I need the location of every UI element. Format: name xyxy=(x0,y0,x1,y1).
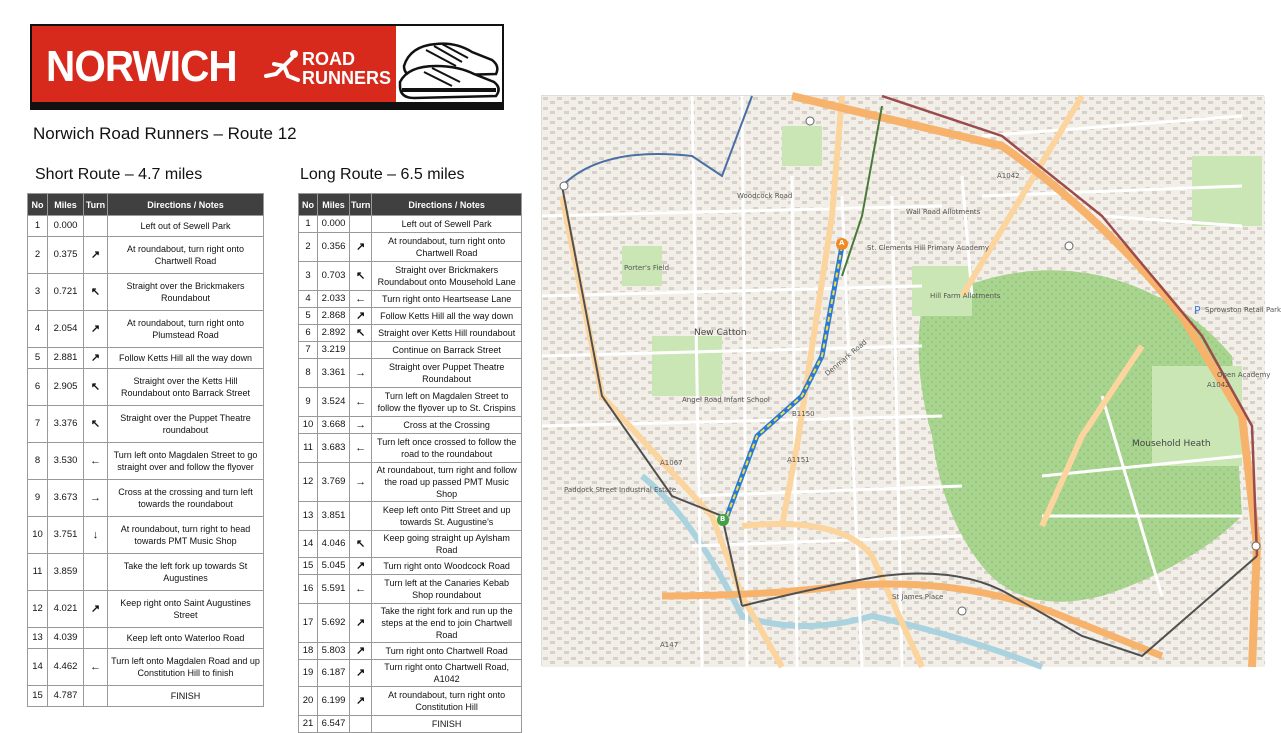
turn-arrow-icon: ↖ xyxy=(84,369,108,406)
turn-arrow-icon: → xyxy=(350,463,372,502)
map-label-a1042: A1042 xyxy=(997,172,1020,180)
table-row xyxy=(299,502,522,531)
banner-road-runners-text xyxy=(302,50,391,88)
table-row xyxy=(28,311,264,348)
table-row xyxy=(28,517,264,554)
map-label-porters-field: Porter's Field xyxy=(624,264,670,272)
row-miles: 3.524 xyxy=(318,388,350,417)
row-miles: 5.803 xyxy=(318,643,350,660)
map-label-mousehold-heath: Mousehold Heath xyxy=(1132,439,1211,449)
row-number: 6 xyxy=(28,369,48,406)
row-number: 10 xyxy=(28,517,48,554)
row-direction: Left out of Sewell Park xyxy=(108,216,264,237)
row-number: 17 xyxy=(299,604,318,643)
row-miles: 3.673 xyxy=(48,480,84,517)
table-row xyxy=(299,604,522,643)
row-direction: Turn right onto Heartsease Lane xyxy=(372,291,522,308)
row-number: 1 xyxy=(28,216,48,237)
row-miles: 3.769 xyxy=(318,463,350,502)
turn-arrow-icon: ← xyxy=(350,434,372,463)
table-row xyxy=(299,434,522,463)
table-row xyxy=(28,443,264,480)
row-direction: Keep right onto Saint Augustines Street xyxy=(108,591,264,628)
row-direction: At roundabout, turn right onto Chartwell Road xyxy=(372,233,522,262)
turn-arrow-icon: ↗ xyxy=(84,591,108,628)
turn-arrow-icon: ↖ xyxy=(350,531,372,558)
map-label-a1042-east: A1042 xyxy=(1207,381,1230,389)
table-row xyxy=(299,531,522,558)
row-number: 12 xyxy=(28,591,48,628)
turn-arrow-icon: ↗ xyxy=(84,348,108,369)
row-direction: FINISH xyxy=(372,716,522,733)
turn-arrow-icon: ← xyxy=(84,443,108,480)
row-direction: Cross at the crossing and turn left towards the roundabout xyxy=(108,480,264,517)
row-number: 15 xyxy=(28,686,48,707)
row-direction: Turn left onto Magdalen Street to go straight over and follow the flyover xyxy=(108,443,264,480)
turn-arrow-icon: ↗ xyxy=(84,311,108,348)
route-map[interactable] xyxy=(541,95,1281,666)
row-number: 14 xyxy=(299,531,318,558)
row-direction: At roundabout, turn right and follow the road up passed PMT Music Shop xyxy=(372,463,522,502)
turn-arrow-icon xyxy=(84,554,108,591)
map-canvas xyxy=(542,96,1265,667)
map-label-a1151: A1151 xyxy=(787,456,810,464)
table-row xyxy=(299,716,522,733)
park-area xyxy=(652,336,722,396)
table-row xyxy=(299,687,522,716)
row-direction: At roundabout, turn right onto Plumstead Road xyxy=(108,311,264,348)
turn-arrow-icon: ↗ xyxy=(350,308,372,325)
row-direction: Turn left onto Magdalen Road and up Constitution Hill to finish xyxy=(108,649,264,686)
turn-arrow-icon: ↗ xyxy=(84,237,108,274)
row-number: 5 xyxy=(299,308,318,325)
turn-arrow-icon: ↗ xyxy=(350,643,372,660)
table-row xyxy=(28,686,264,707)
row-miles: 3.219 xyxy=(318,342,350,359)
table-row xyxy=(299,342,522,359)
table-row xyxy=(299,308,522,325)
table-row xyxy=(28,628,264,649)
turn-arrow-icon: → xyxy=(350,417,372,434)
row-number: 3 xyxy=(299,262,318,291)
row-direction: Keep left onto Waterloo Road xyxy=(108,628,264,649)
row-miles: 5.692 xyxy=(318,604,350,643)
map-label-a147: A147 xyxy=(660,641,679,649)
row-number: 1 xyxy=(299,216,318,233)
row-miles: 3.851 xyxy=(318,502,350,531)
row-direction: Take the right fork and run up the steps at the end to join Chartwell Road xyxy=(372,604,522,643)
short-route-heading: Short Route – 4.7 miles xyxy=(35,166,203,183)
row-number: 9 xyxy=(299,388,318,417)
column-header: Directions / Notes xyxy=(372,194,522,216)
table-row xyxy=(299,359,522,388)
column-header: Turn xyxy=(350,194,372,216)
table-row xyxy=(299,558,522,575)
row-miles: 2.054 xyxy=(48,311,84,348)
banner-city-text: NORWICH xyxy=(46,42,237,91)
row-number: 16 xyxy=(299,575,318,604)
table-row xyxy=(299,233,522,262)
map-label-sprowston-retail: Sprowston Retail Park xyxy=(1205,306,1281,314)
short-route-table xyxy=(27,193,264,707)
map-label-b1150: B1150 xyxy=(792,410,815,418)
turn-arrow-icon: ← xyxy=(350,291,372,308)
park-area xyxy=(1192,156,1262,226)
table-row xyxy=(28,554,264,591)
row-direction: Turn left once crossed to follow the road to the roundabout xyxy=(372,434,522,463)
turn-arrow-icon xyxy=(350,216,372,233)
table-row xyxy=(28,480,264,517)
turn-arrow-icon: ↗ xyxy=(350,660,372,687)
row-direction: Straight over the Puppet Theatre roundabout xyxy=(108,406,264,443)
row-number: 13 xyxy=(28,628,48,649)
table-row xyxy=(299,388,522,417)
row-miles: 2.868 xyxy=(318,308,350,325)
map-label-open-academy: Open Academy xyxy=(1217,371,1271,379)
row-direction: Straight over Puppet Theatre Roundabout xyxy=(372,359,522,388)
banner-bottom-stripe xyxy=(32,102,502,108)
marker-b-label: B xyxy=(720,515,726,523)
row-number: 21 xyxy=(299,716,318,733)
turn-arrow-icon xyxy=(350,502,372,531)
row-miles: 3.361 xyxy=(318,359,350,388)
turn-arrow-icon: ← xyxy=(84,649,108,686)
row-number: 19 xyxy=(299,660,318,687)
row-miles: 6.547 xyxy=(318,716,350,733)
map-label-st-james: St James Place xyxy=(892,593,944,601)
row-miles: 2.892 xyxy=(318,325,350,342)
running-shoes-icon xyxy=(396,26,502,108)
row-number: 12 xyxy=(299,463,318,502)
row-number: 8 xyxy=(28,443,48,480)
turn-arrow-icon: ↖ xyxy=(84,274,108,311)
row-number: 18 xyxy=(299,643,318,660)
row-number: 20 xyxy=(299,687,318,716)
marker-a-label: A xyxy=(839,239,845,247)
row-direction: At roundabout, turn right onto Chartwell Road xyxy=(108,237,264,274)
column-header: No xyxy=(299,194,318,216)
row-number: 14 xyxy=(28,649,48,686)
row-number: 2 xyxy=(28,237,48,274)
row-miles: 3.859 xyxy=(48,554,84,591)
row-direction: Straight over Brickmakers Roundabout onto Mousehold Lane xyxy=(372,262,522,291)
row-number: 3 xyxy=(28,274,48,311)
long-route-table xyxy=(298,193,522,733)
map-label-a1067: A1067 xyxy=(660,459,683,467)
row-direction: Left out of Sewell Park xyxy=(372,216,522,233)
table-row xyxy=(28,237,264,274)
row-number: 7 xyxy=(299,342,318,359)
row-number: 9 xyxy=(28,480,48,517)
map-label-hill-farm: Hill Farm Allotments xyxy=(930,292,1001,300)
map-label-angel-road-school: Angel Road Infant School xyxy=(682,396,770,404)
row-miles: 5.591 xyxy=(318,575,350,604)
row-direction: Turn right onto Chartwell Road xyxy=(372,643,522,660)
row-number: 8 xyxy=(299,359,318,388)
row-miles: 6.199 xyxy=(318,687,350,716)
row-miles: 0.000 xyxy=(318,216,350,233)
turn-arrow-icon xyxy=(350,716,372,733)
row-miles: 4.046 xyxy=(318,531,350,558)
row-miles: 3.751 xyxy=(48,517,84,554)
row-direction: Turn left at the Canaries Kebab Shop roundabout xyxy=(372,575,522,604)
row-direction: At roundabout, turn right onto Constitution Hill xyxy=(372,687,522,716)
parking-icon: P xyxy=(1194,304,1201,317)
column-header: Turn xyxy=(84,194,108,216)
row-direction: Keep left onto Pitt Street and up towards St. Augustine's xyxy=(372,502,522,531)
column-header: No xyxy=(28,194,48,216)
row-number: 13 xyxy=(299,502,318,531)
row-miles: 4.462 xyxy=(48,649,84,686)
row-number: 10 xyxy=(299,417,318,434)
turn-arrow-icon xyxy=(84,628,108,649)
turn-arrow-icon: ↗ xyxy=(350,233,372,262)
row-number: 2 xyxy=(299,233,318,262)
row-direction: Straight over Ketts Hill roundabout xyxy=(372,325,522,342)
row-direction: Take the left fork up towards St Augustines xyxy=(108,554,264,591)
row-miles: 4.787 xyxy=(48,686,84,707)
turn-arrow-icon xyxy=(84,686,108,707)
turn-arrow-icon: ↗ xyxy=(350,558,372,575)
row-miles: 4.021 xyxy=(48,591,84,628)
long-route-heading: Long Route – 6.5 miles xyxy=(300,166,465,183)
map-label-wall-road: Wall Road Allotments xyxy=(906,208,981,216)
row-miles: 5.045 xyxy=(318,558,350,575)
row-miles: 6.187 xyxy=(318,660,350,687)
row-miles: 0.375 xyxy=(48,237,84,274)
table-row xyxy=(299,262,522,291)
row-number: 15 xyxy=(299,558,318,575)
map-label-woodcock-road: Woodcock Road xyxy=(737,192,793,200)
row-number: 4 xyxy=(28,311,48,348)
turn-arrow-icon: ↗ xyxy=(350,604,372,643)
turn-arrow-icon xyxy=(84,216,108,237)
row-miles: 0.703 xyxy=(318,262,350,291)
row-direction: Turn left on Magdalen Street to follow the flyover up to St. Crispins xyxy=(372,388,522,417)
table-row xyxy=(299,291,522,308)
row-direction: Follow Ketts Hill all the way down xyxy=(108,348,264,369)
table-row xyxy=(28,274,264,311)
turn-arrow-icon: → xyxy=(350,359,372,388)
turn-arrow-icon: ↖ xyxy=(84,406,108,443)
turn-arrow-icon: → xyxy=(84,480,108,517)
table-row xyxy=(299,643,522,660)
row-miles: 2.905 xyxy=(48,369,84,406)
row-miles: 0.356 xyxy=(318,233,350,262)
turn-arrow-icon: ↖ xyxy=(350,325,372,342)
park-area xyxy=(782,126,822,166)
norwich-road-runners-banner xyxy=(30,24,504,110)
runner-figure-icon xyxy=(260,46,304,90)
row-number: 5 xyxy=(28,348,48,369)
table-row xyxy=(299,417,522,434)
column-header: Miles xyxy=(48,194,84,216)
turn-arrow-icon: ↓ xyxy=(84,517,108,554)
column-header: Directions / Notes xyxy=(108,194,264,216)
row-miles: 3.530 xyxy=(48,443,84,480)
turn-arrow-icon xyxy=(350,342,372,359)
row-miles: 3.668 xyxy=(318,417,350,434)
column-header: Miles xyxy=(318,194,350,216)
row-direction: Turn right onto Woodcock Road xyxy=(372,558,522,575)
turn-arrow-icon: ← xyxy=(350,388,372,417)
map-label-paddock-street: Paddock Street Industrial Estate xyxy=(564,486,677,494)
row-miles: 3.376 xyxy=(48,406,84,443)
row-direction: Straight over the Ketts Hill Roundabout onto Barrack Street xyxy=(108,369,264,406)
row-direction: Straight over the Brickmakers Roundabout xyxy=(108,274,264,311)
table-row xyxy=(28,216,264,237)
row-number: 11 xyxy=(299,434,318,463)
table-row xyxy=(299,216,522,233)
map-label-denmark-road: Denmark Road xyxy=(823,338,869,378)
row-miles: 0.721 xyxy=(48,274,84,311)
row-direction: Keep going straight up Aylsham Road xyxy=(372,531,522,558)
row-direction: Follow Ketts Hill all the way down xyxy=(372,308,522,325)
table-row xyxy=(28,591,264,628)
table-row xyxy=(28,649,264,686)
row-direction: FINISH xyxy=(108,686,264,707)
row-miles: 2.033 xyxy=(318,291,350,308)
turn-arrow-icon: ← xyxy=(350,575,372,604)
table-row xyxy=(299,575,522,604)
page-title: Norwich Road Runners – Route 12 xyxy=(33,124,297,143)
row-miles: 2.881 xyxy=(48,348,84,369)
banner-runners-word: RUNNERS xyxy=(302,68,392,88)
row-direction: Continue on Barrack Street xyxy=(372,342,522,359)
row-direction: At roundabout, turn right to head towards PMT Music Shop xyxy=(108,517,264,554)
row-direction: Turn right onto Chartwell Road, A1042 xyxy=(372,660,522,687)
row-miles: 3.683 xyxy=(318,434,350,463)
row-miles: 0.000 xyxy=(48,216,84,237)
row-number: 6 xyxy=(299,325,318,342)
table-row xyxy=(28,369,264,406)
map-label-new-catton: New Catton xyxy=(694,328,747,338)
row-number: 4 xyxy=(299,291,318,308)
row-miles: 4.039 xyxy=(48,628,84,649)
row-number: 11 xyxy=(28,554,48,591)
table-row xyxy=(299,325,522,342)
turn-arrow-icon: ↗ xyxy=(350,687,372,716)
banner-road-word: ROAD xyxy=(302,49,355,69)
row-number: 7 xyxy=(28,406,48,443)
row-direction: Cross at the Crossing xyxy=(372,417,522,434)
turn-arrow-icon: ↖ xyxy=(350,262,372,291)
table-row xyxy=(299,660,522,687)
table-row xyxy=(28,348,264,369)
table-row xyxy=(299,463,522,502)
map-label-st-clements: St. Clements Hill Primary Academy xyxy=(867,244,990,252)
table-row xyxy=(28,406,264,443)
